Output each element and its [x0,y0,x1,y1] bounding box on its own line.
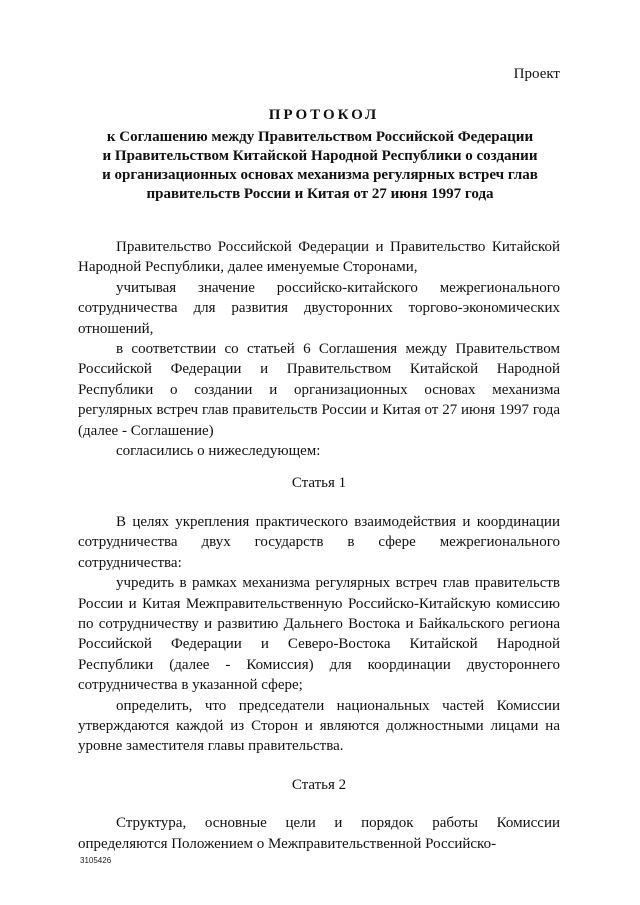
article-1-paragraph: учредить в рамках механизма регулярных встреч глав правительств России и Китая Межправительственную Российско-Китайскую комиссию по сотрудничеству и развитию Дальнего Востока и Байкальского региона Российской Федерации и Северо-Востока Китайской Народной Республики (далее - Комиссия) для координации двустороннего сотрудничества в указанной сфере; [78,575,560,694]
article-2-heading: Статья 2 [291,776,347,793]
protocol-subtitle [80,128,560,204]
preamble-paragraph: согласились о нижеследующем: [116,443,321,460]
article-2-paragraph: Структура, основные цели и порядок работы Комиссии определяются Положением о Межправительственной Российско- [78,815,560,852]
preamble-paragraph: в соответствии со статьей 6 Соглашения между Правительством Российской Федерации и Правительством Китайской Народной Республики о создании и организационных основах механизма регулярных встреч глав правительств России и Китая от 27 июня 1997 года (далее - Соглашение) [78,341,560,439]
article-1-paragraph: определить, что председатели национальных частей Комиссии утверждаются каждой из Сторон и являются должностными лицами на уровне заместителя главы правительства. [78,697,560,755]
subtitle-line: к Соглашению между Правительством Российской Федерации [106,129,534,145]
article-1-paragraph: В целях укрепления практического взаимодействия и координации сотрудничества двух государств в сфере межрегионального сотрудничества: [78,513,560,571]
draft-label: Проект [513,66,560,82]
subtitle-line: правительств России и Китая от 27 июня 1997 года [146,186,494,202]
spacer [78,461,560,473]
article-1-heading: Статья 1 [291,475,347,492]
protocol-title: ПРОТОКОЛ [268,107,380,123]
subtitle-line: и организационных основах механизма регулярных встреч глав [102,167,538,183]
preamble-paragraph: Правительство Российской Федерации и Правительство Китайской Народной Республики, далее именуемые Сторонами, [78,239,560,276]
preamble-paragraph: учитывая значение российско-китайского межрегионального сотрудничества для развития двусторонних торгово-экономических отношений, [78,279,560,337]
spacer [78,757,560,775]
spacer [78,494,560,512]
spacer [78,795,560,813]
document-code: 3105426 [80,856,112,865]
subtitle-line: и Правительством Китайской Народной Республики о создании [102,148,538,164]
document-body [78,237,560,854]
